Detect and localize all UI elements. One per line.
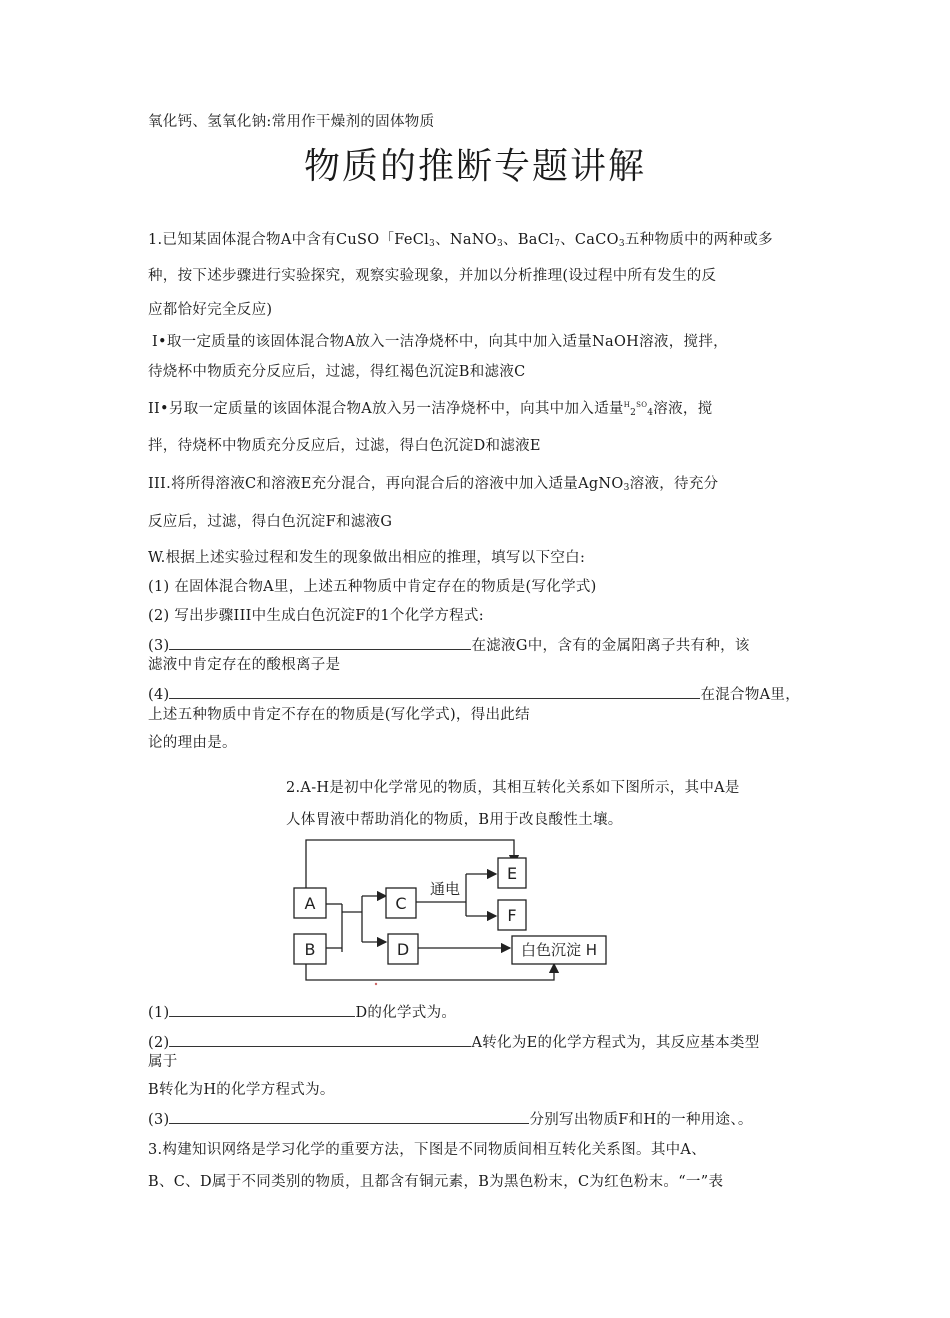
answer-blank[interactable] bbox=[169, 635, 471, 650]
q1-line-2: 种，按下述步骤进行实验探究，观察实验现象，并加以分析推理(设过程中所有发生的反 bbox=[148, 268, 717, 284]
answer-blank[interactable] bbox=[169, 1002, 355, 1017]
answer-blank[interactable] bbox=[169, 1032, 471, 1047]
q1-step-3a: III.将所得溶液C和溶液E充分混合，再向混合后的溶液中加入适量AgNO$_3$溶液，待充分 bbox=[148, 476, 719, 493]
conversion-diagram bbox=[286, 836, 626, 986]
q1-part-4-end: 论的理由是。 bbox=[148, 735, 237, 751]
node-e-label: E bbox=[506, 864, 518, 883]
q1-step-2b: 拌，待烧杯中物质充分反应后，过滤，得白色沉淀D和滤液E bbox=[148, 438, 541, 454]
q1-instruction: W.根据上述实验过程和发生的现象做出相应的推理，填写以下空白: bbox=[148, 550, 586, 566]
q3-line-1: 3.构建知识网络是学习化学的重要方法，下图是不同物质间相互转化关系图。其中A、 bbox=[148, 1142, 707, 1158]
electrolysis-label: 通电 bbox=[429, 880, 461, 898]
answer-blank[interactable] bbox=[169, 1109, 529, 1124]
q1-step-3b: 反应后，过滤，得白色沉淀F和滤液G bbox=[148, 514, 393, 530]
header-note: 氧化钙、氢氧化钠:常用作干燥剂的固体物质 bbox=[148, 114, 435, 130]
q1-step-1b: 待烧杯中物质充分反应后，过滤，得红褐色沉淀B和滤液C bbox=[148, 364, 526, 380]
q1-step-2a: II•另取一定质量的该固体混合物A放入另一洁净烧杯中，向其中加入适量$^H_2^{SO}_4$溶液，搅 bbox=[148, 401, 713, 418]
q2-line-1: 2.A-H是初中化学常见的物质，其相互转化关系如下图所示，其中A是 bbox=[286, 780, 740, 796]
node-b-label: B bbox=[304, 940, 316, 959]
q1-step-1a: Ⅰ•取一定质量的该固体混合物A放入一洁净烧杯中，向其中加入适量NaOH溶液，搅拌， bbox=[152, 334, 728, 350]
answer-blank[interactable] bbox=[169, 684, 700, 699]
q2-part-3: (3) 分别写出物质F和H的一种用途、。 bbox=[148, 1108, 753, 1129]
q1-part-4-cont: 上述五种物质中肯定不存在的物质是(写化学式)，得出此结 bbox=[148, 707, 530, 723]
q3-line-2: B、C、D属于不同类别的物质，且都含有铜元素，B为黑色粉末，C为红色粉末。“一”表 bbox=[148, 1174, 724, 1190]
q1-line-3: 应都恰好完全反应) bbox=[148, 302, 273, 318]
q2-part-2: (2) A转化为E的化学方程式为，其反应基本类型 bbox=[148, 1031, 760, 1052]
q1-part-3: (3) 在滤液G中，含有的金属阳离子共有种，该 bbox=[148, 634, 750, 655]
node-a-label: A bbox=[304, 894, 316, 913]
node-c-label: C bbox=[395, 894, 407, 913]
q2-part-2-b: B转化为H的化学方程式为。 bbox=[148, 1082, 335, 1098]
q1-part-3-cont: 滤液中肯定存在的酸根离子是 bbox=[148, 657, 341, 673]
q1-line-1: 1.已知某固体混合物A中含有CuSO「FeCl$_3$、NaNO$_3$、BaCl$_7$、CaCO$_3$五种物质中的两种或多 bbox=[148, 232, 773, 249]
q2-part-1: (1) D的化学式为。 bbox=[148, 1001, 456, 1022]
page-title: 物质的推断专题讲解 bbox=[303, 146, 646, 187]
node-f-label: F bbox=[507, 906, 517, 925]
q1-part-2: (2) 写出步骤III中生成白色沉淀F的1个化学方程式: bbox=[148, 608, 484, 624]
q1-part-4: (4) 在混合物A里， bbox=[148, 683, 800, 704]
node-h-label: 白色沉淀 H bbox=[520, 941, 598, 959]
node-d-label: D bbox=[396, 940, 410, 959]
q1-part-1: (1) 在固体混合物A里，上述五种物质中肯定存在的物质是(写化学式) bbox=[148, 579, 597, 595]
q2-line-2: 人体胃液中帮助消化的物质，B用于改良酸性土壤。 bbox=[286, 812, 623, 828]
q2-part-2-cont: 属于 bbox=[148, 1054, 178, 1070]
